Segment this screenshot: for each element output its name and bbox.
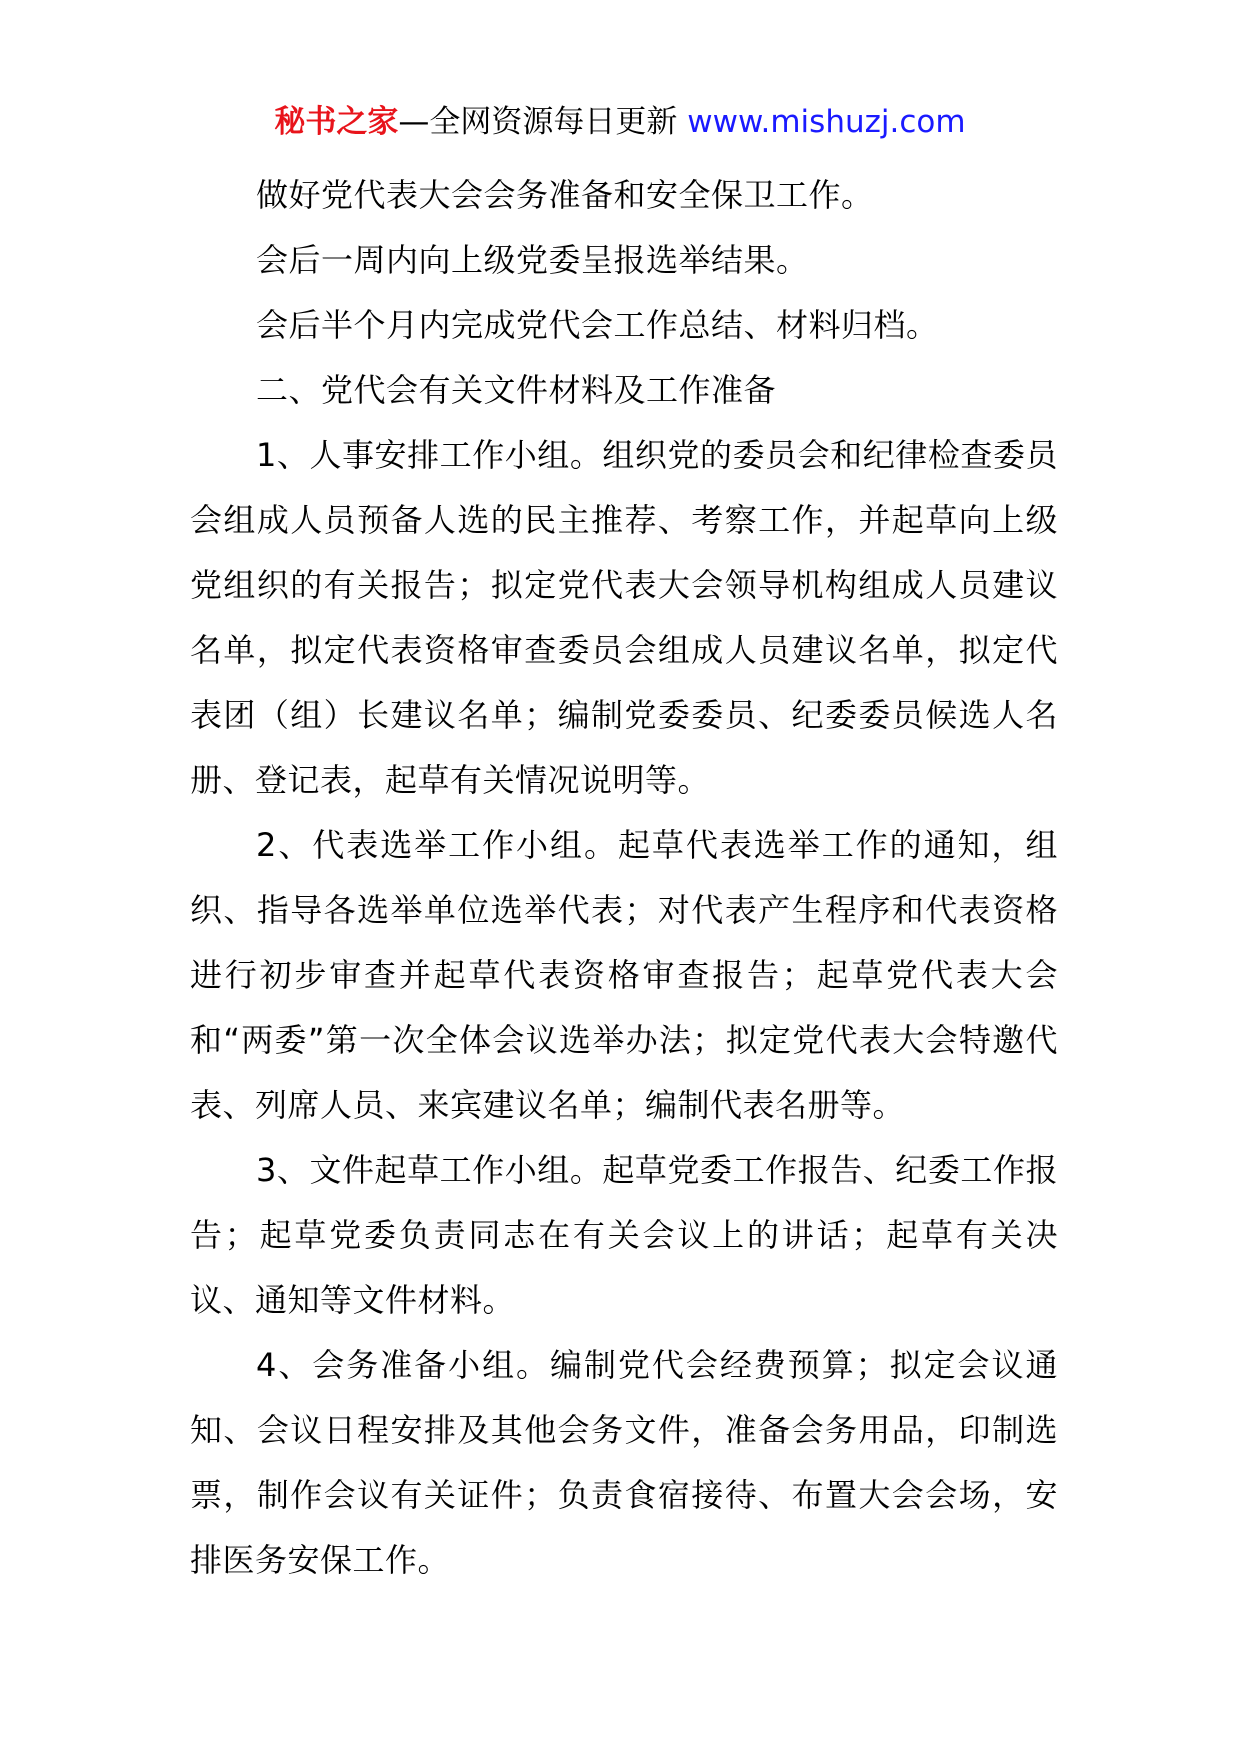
paragraph: 会后半个月内完成党代会工作总结、材料归档。 [256,306,939,344]
site-tagline: —全网资源每日更新 [398,104,688,140]
paragraph: 4、会务准备小组。编制党代会经费预算；拟定会议通知、会议日程安排及其他会务文件，准备会务用品，印制选票，制作会议有关证件；负责食宿接待、布置大会会场，安排医务安保工作。 [190,1346,1058,1579]
section-heading: 二、党代会有关文件材料及工作准备 [256,371,777,409]
paragraph: 做好党代表大会会务准备和安全保卫工作。 [256,176,874,214]
site-header [0,100,1240,144]
paragraph: 会后一周内向上级党委呈报选举结果。 [256,241,809,279]
document-body [190,163,1058,1593]
site-brand: 秘书之家 [274,104,399,140]
paragraph: 2、代表选举工作小组。起草代表选举工作的通知，组织、指导各选举单位选举代表；对代表产生程序和代表资格进行初步审查并起草代表资格审查报告；起草党代表大会和“两委”第一次全体会议选举办法；拟定党代表大会特邀代表、列席人员、来宾建议名单；编制代表名册等。 [190,826,1058,1124]
paragraph: 3、文件起草工作小组。起草党委工作报告、纪委工作报告；起草党委负责同志在有关会议上的讲话；起草有关决议、通知等文件材料。 [190,1151,1058,1319]
paragraph: 1、人事安排工作小组。组织党的委员会和纪律检查委员会组成人员预备人选的民主推荐、考察工作，并起草向上级党组织的有关报告；拟定党代表大会领导机构组成人员建议名单，拟定代表资格审查委员会组成人员建议名单，拟定代表团（组）长建议名单；编制党委委员、纪委委员候选人名册、登记表，起草有关情况说明等。 [190,436,1058,799]
site-url[interactable]: www.mishuzj.com [687,104,966,140]
